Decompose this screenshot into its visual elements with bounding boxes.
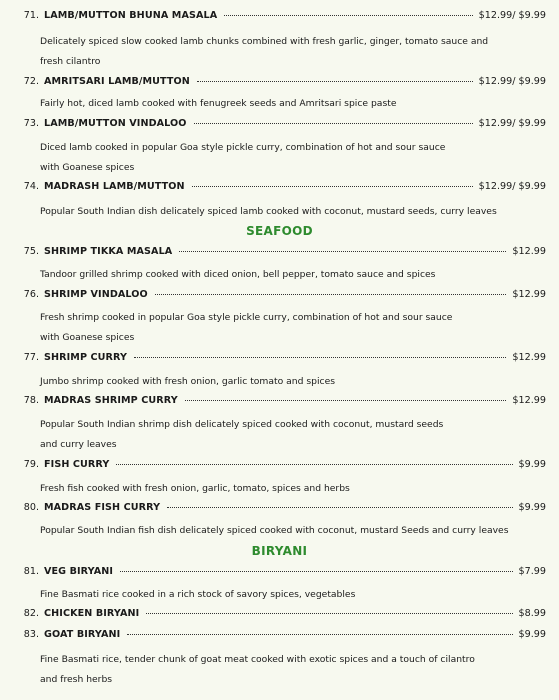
desc-line: fresh cilantro xyxy=(40,56,101,67)
menu-item-76 xyxy=(18,289,546,307)
item-price: $7.99 xyxy=(518,566,546,577)
item-price: $12.99 xyxy=(512,289,546,300)
item-price: $12.99/ $9.99 xyxy=(478,181,546,192)
item-number: 83. xyxy=(23,629,39,640)
item-name: MADRASH LAMB/MUTTON xyxy=(44,181,185,192)
dot-leader xyxy=(134,357,506,358)
item-price: $12.99 xyxy=(512,352,546,363)
item-number: 71. xyxy=(23,10,39,21)
item-price: $9.99 xyxy=(518,502,546,513)
desc-line: Tandoor grilled shrimp cooked with diced onion, bell pepper, tomato sauce and spices xyxy=(40,269,436,280)
item-description xyxy=(40,521,540,541)
item-name: SHRIMP VINDALOO xyxy=(44,289,148,300)
item-description xyxy=(40,308,540,348)
item-number: 80. xyxy=(23,502,39,513)
item-description xyxy=(40,479,540,499)
item-name: VEG BIRYANI xyxy=(44,566,114,577)
menu-item-83 xyxy=(18,629,546,647)
desc-line: Popular South Indian shrimp dish delicately spiced cooked with coconut, mustard seeds xyxy=(40,419,444,430)
dot-leader xyxy=(192,186,473,187)
desc-line: and curry leaves xyxy=(40,439,117,450)
item-number: 73. xyxy=(23,118,39,129)
item-price: $12.99/ $9.99 xyxy=(478,10,546,21)
dot-leader xyxy=(194,123,473,124)
item-name: CHICKEN BIRYANI xyxy=(44,608,140,619)
desc-line: Popular South Indian fish dish delicately spiced cooked with coconut, mustard Seeds and curry leaves xyxy=(40,525,509,536)
menu-item-82 xyxy=(18,608,546,626)
item-number: 74. xyxy=(23,181,39,192)
item-number: 82. xyxy=(23,608,39,619)
item-description xyxy=(40,415,540,455)
item-price: $12.99/ $9.99 xyxy=(478,76,546,87)
item-number: 77. xyxy=(23,352,39,363)
desc-line: and fresh herbs xyxy=(40,674,113,685)
item-description xyxy=(40,94,540,114)
item-name: SHRIMP TIKKA MASALA xyxy=(44,246,173,257)
menu-item-71 xyxy=(18,10,546,28)
item-name: LAMB/MUTTON BHUNA MASALA xyxy=(44,10,218,21)
item-price: $9.99 xyxy=(518,629,546,640)
item-number: 81. xyxy=(23,566,39,577)
dot-leader xyxy=(146,613,512,614)
section-heading-seafood: SEAFOOD xyxy=(246,224,313,238)
item-number: 72. xyxy=(23,76,39,87)
item-name: MADRAS SHRIMP CURRY xyxy=(44,395,178,406)
menu-item-77 xyxy=(18,352,546,370)
desc-line: Jumbo shrimp cooked with fresh onion, garlic tomato and spices xyxy=(40,376,336,387)
item-number: 76. xyxy=(23,289,39,300)
item-price: $12.99/ $9.99 xyxy=(478,118,546,129)
item-number: 75. xyxy=(23,246,39,257)
item-number: 78. xyxy=(23,395,39,406)
dot-leader xyxy=(116,464,512,465)
item-description xyxy=(40,372,540,392)
item-description xyxy=(40,585,540,605)
item-description xyxy=(40,650,540,690)
dot-leader xyxy=(155,294,507,295)
section-heading-biryani: BIRYANI xyxy=(251,544,308,558)
menu-item-81 xyxy=(18,566,546,584)
dot-leader xyxy=(167,507,512,508)
item-name: AMRITSARI LAMB/MUTTON xyxy=(44,76,190,87)
item-price: $12.99 xyxy=(512,246,546,257)
menu-item-75 xyxy=(18,246,546,264)
menu-item-72 xyxy=(18,76,546,94)
desc-line: Diced lamb cooked in popular Goa style pickle curry, combination of hot and sour sauce xyxy=(40,142,446,153)
item-number: 79. xyxy=(23,459,39,470)
desc-line: Popular South Indian dish delicately spiced lamb cooked with coconut, mustard seeds, curry leaves xyxy=(40,206,497,217)
desc-line: with Goanese spices xyxy=(40,162,135,173)
item-price: $12.99 xyxy=(512,395,546,406)
menu-item-74 xyxy=(18,181,546,199)
menu-item-78 xyxy=(18,395,546,413)
menu-item-79 xyxy=(18,459,546,477)
item-name: GOAT BIRYANI xyxy=(44,629,121,640)
item-name: FISH CURRY xyxy=(44,459,110,470)
dot-leader xyxy=(120,571,512,572)
desc-line: Fine Basmati rice cooked in a rich stock of savory spices, vegetables xyxy=(40,589,356,600)
menu-item-73 xyxy=(18,118,546,136)
desc-line: Fresh fish cooked with fresh onion, garlic, tomato, spices and herbs xyxy=(40,483,350,494)
item-name: LAMB/MUTTON VINDALOO xyxy=(44,118,187,129)
item-description xyxy=(40,138,540,178)
item-description xyxy=(40,32,540,72)
item-description xyxy=(40,202,540,222)
desc-line: Fresh shrimp cooked in popular Goa style pickle curry, combination of hot and sour sauce xyxy=(40,312,453,323)
menu-item-80 xyxy=(18,502,546,520)
item-name: MADRAS FISH CURRY xyxy=(44,502,161,513)
dot-leader xyxy=(127,634,512,635)
dot-leader xyxy=(197,81,473,82)
item-description xyxy=(40,265,540,285)
desc-line: with Goanese spices xyxy=(40,332,135,343)
dot-leader xyxy=(179,251,506,252)
dot-leader xyxy=(185,400,507,401)
item-name: SHRIMP CURRY xyxy=(44,352,128,363)
desc-line: Fairly hot, diced lamb cooked with fenugreek seeds and Amritsari spice paste xyxy=(40,98,397,109)
dot-leader xyxy=(224,15,472,16)
desc-line: Delicately spiced slow cooked lamb chunks combined with fresh garlic, ginger, tomato sauce and xyxy=(40,36,489,47)
desc-line: Fine Basmati rice, tender chunk of goat meat cooked with exotic spices and a touch of cilantro xyxy=(40,654,475,665)
item-price: $8.99 xyxy=(518,608,546,619)
item-price: $9.99 xyxy=(518,459,546,470)
